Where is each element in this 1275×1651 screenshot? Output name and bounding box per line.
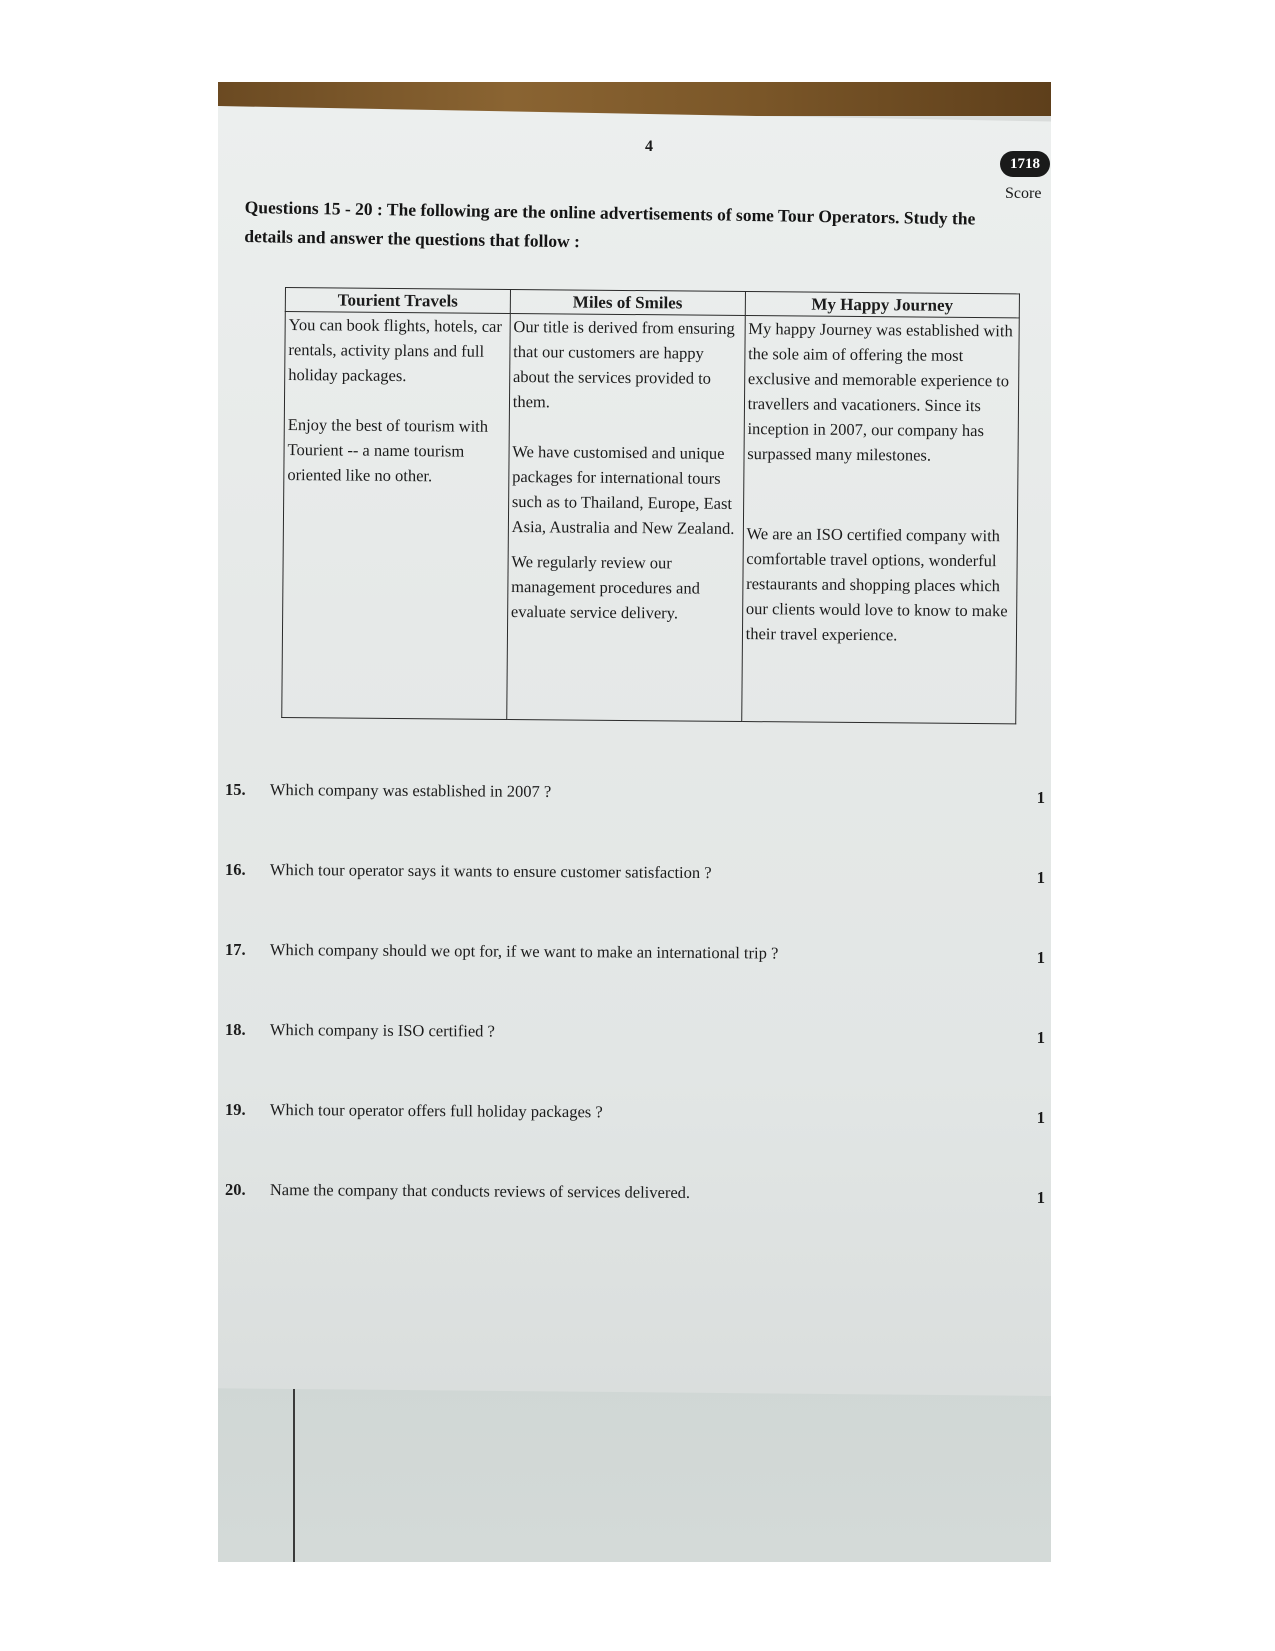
question-text: Which tour operator says it wants to ensure customer satisfaction ?	[269, 860, 712, 883]
ad-paragraph: Enjoy the best of tourism with Tourient -- a name tourism oriented like no other.	[287, 415, 489, 486]
question-item	[225, 1020, 1045, 1047]
question-marks: 1	[1036, 948, 1045, 967]
question-number: 18.	[225, 1020, 246, 1039]
ad-paragraph: We regularly review our management procedures and evaluate service delivery.	[510, 551, 701, 623]
intro-text: Questions 15 - 20 : The following are the online advertisements of some Tour Operators. Study the details and answer the questions that follow :	[244, 196, 976, 252]
page-number: 4	[645, 138, 653, 155]
question-marks: 1	[1036, 1188, 1045, 1207]
question-item	[225, 940, 1045, 967]
question-marks: 1	[1036, 1028, 1045, 1047]
ad-paragraph: My happy Journey was established with the sole aim of offering the most exclusive and memorable experience to travellers and vacationers. Since its inception in 2007, our company has surpassed many milestones.	[747, 319, 1013, 465]
question-number: 19.	[225, 1100, 246, 1119]
ad-paragraph: Our title is derived from ensuring that our customers are happy about the services provided to them.	[512, 316, 735, 412]
header-miles-of-smiles: Miles of Smiles	[510, 289, 745, 315]
question-item	[225, 860, 1045, 887]
header-tourient-travels: Tourient Travels	[285, 288, 510, 314]
question-item	[225, 780, 1045, 807]
questions-intro	[244, 193, 1010, 263]
table-body-row	[282, 312, 1020, 724]
question-marks: 1	[1036, 788, 1045, 807]
ad-paragraph: We have customised and unique packages for international tours such as to Thailand, Europe, East Asia, Australia and New Zealand.	[511, 441, 735, 538]
score-column-label: Score	[1005, 185, 1042, 202]
question-text: Which tour operator offers full holiday packages ?	[269, 1100, 603, 1122]
question-number: 20.	[225, 1180, 246, 1199]
question-number: 16.	[225, 860, 246, 879]
paper-code-badge: 1718	[1000, 151, 1050, 177]
tourient-travels-ad	[282, 312, 510, 720]
ad-paragraph: You can book flights, hotels, car rentals, activity plans and full holiday packages.	[288, 315, 503, 386]
question-text: Which company is ISO certified ?	[269, 1020, 495, 1041]
question-text: Which company was established in 2007 ?	[269, 780, 552, 801]
my-happy-journey-ad	[741, 316, 1019, 724]
question-number: 17.	[225, 940, 246, 959]
question-text: Name the company that conducts reviews of services delivered.	[269, 1180, 691, 1202]
question-item	[225, 1100, 1045, 1127]
tour-operators-table	[281, 287, 1020, 724]
ad-paragraph: We are an ISO certified company with comfortable travel options, wonderful restaurants and shopping places which our clients would love to know to make their travel experience.	[745, 524, 1008, 645]
header-my-happy-journey: My Happy Journey	[745, 292, 1019, 318]
miles-of-smiles-ad	[507, 313, 745, 721]
question-number: 15.	[225, 780, 246, 799]
question-item	[225, 1180, 1045, 1207]
question-marks: 1	[1036, 1108, 1045, 1127]
question-text: Which company should we opt for, if we want to make an international trip ?	[269, 940, 779, 963]
question-marks: 1	[1036, 868, 1045, 887]
